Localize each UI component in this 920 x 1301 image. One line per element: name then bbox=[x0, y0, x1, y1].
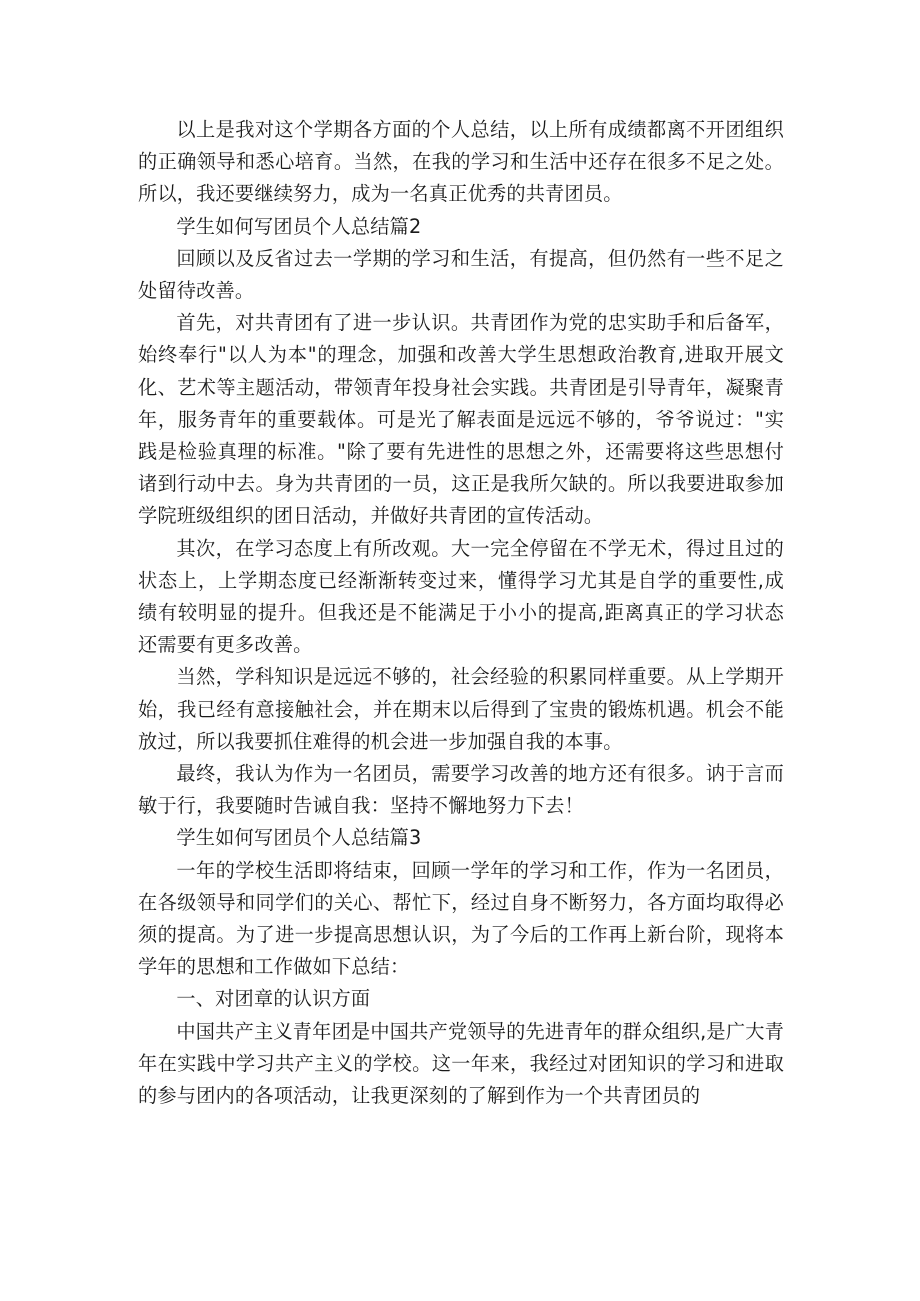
section-heading-2: 学生如何写团员个人总结篇2 bbox=[176, 214, 422, 238]
paragraph-year-summary: 一年的学校生活即将结束，回顾一学年的学习和工作，作为一名团员，在各级领导和同学们的关心、帮忙下，经过自身不断努力，各方面均取得必须的提高。为了进一步提高思想认识，为了今后的工作再上新台阶，现将本学年的思想和工作做如下总结： bbox=[138, 858, 784, 979]
paragraph-social-experience: 当然，学科知识是远远不够的，社会经验的积累同样重要。从上学期开始，我已经有意接触社会，并在期末以后得到了宝贵的锻炼机遇。机会不能放过，所以我要抓住难得的机会进一步加强自我的本事。 bbox=[138, 665, 784, 753]
paragraph-first: 首先，对共青团有了进一步认识。共青团作为党的忠实助手和后备军，始终奉行"以人为本"的理念，加强和改善大学生思想政治教育,进取开展文化、艺术等主题活动，带领青年投身社会实践。共青团是引导青年，凝聚青年，服务青年的重要载体。可是光了解表面是远远不够的，爷爷说过："实践是检验真理的标准。"除了要有先进性的思想之外，还需要将这些思想付诸到行动中去。身为共青团的一员，这正是我所欠缺的。所以我要进取参加学院班级组织的团日活动，并做好共青团的宣传活动。 bbox=[138, 311, 784, 528]
subsection-heading-charter: 一、对团章的认识方面 bbox=[176, 987, 371, 1011]
document-body bbox=[138, 114, 784, 1112]
paragraph-second: 其次，在学习态度上有所改观。大一完全停留在不学无术，得过且过的状态上，上学期态度已经渐渐转变过来，懂得学习尤其是自学的重要性,成绩有较明显的提升。但我还是不能满足于小小的提高,距离真正的学习状态还需要有更多改善。 bbox=[138, 536, 784, 657]
paragraph-final: 最终，我认为作为一名团员，需要学习改善的地方还有很多。讷于言而敏于行，我要随时告诫自我：坚持不懈地努力下去！ bbox=[138, 762, 784, 818]
paragraph-summary-closing: 以上是我对这个学期各方面的个人总结，以上所有成绩都离不开团组织的正确领导和悉心培育。当然，在我的学习和生活中还存在很多不足之处。所以，我还要继续努力，成为一名真正优秀的共青团员。 bbox=[138, 118, 784, 206]
paragraph-league-definition: 中国共产主义青年团是中国共产党领导的先进青年的群众组织,是广大青年在实践中学习共产主义的学校。这一年来，我经过对团知识的学习和进取的参与团内的各项活动，让我更深刻的了解到作为一个共青团员的 bbox=[138, 1019, 784, 1108]
paragraph-review: 回顾以及反省过去一学期的学习和生活，有提高，但仍然有一些不足之处留待改善。 bbox=[138, 246, 784, 303]
section-heading-3: 学生如何写团员个人总结篇3 bbox=[176, 826, 422, 850]
